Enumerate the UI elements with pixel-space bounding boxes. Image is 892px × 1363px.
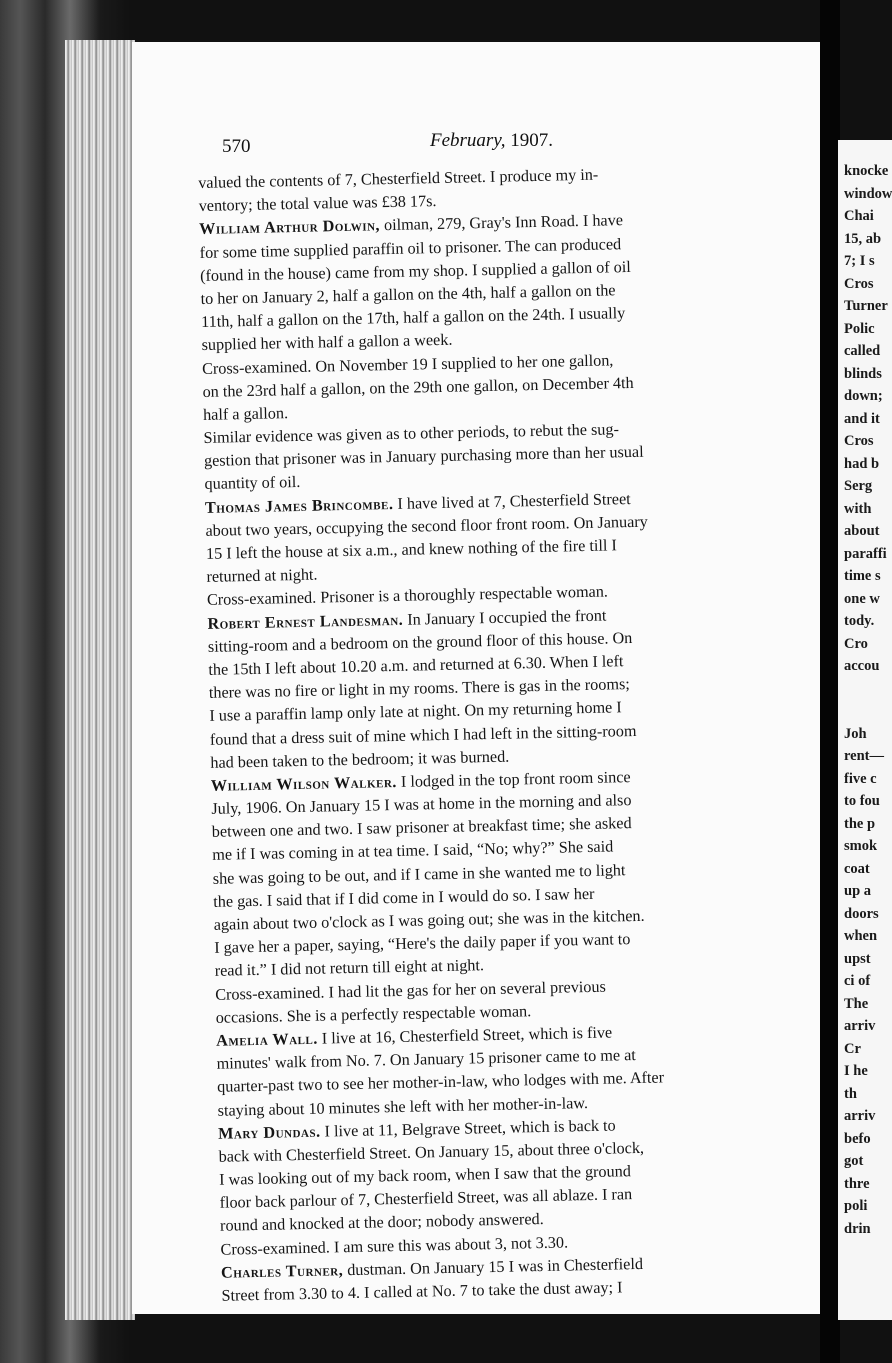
witness-name: William Arthur Dolwin, <box>199 216 381 239</box>
witness-statement: In January I occupied the front <box>407 606 607 629</box>
right-page-line: Polic <box>844 320 875 337</box>
text-line: I gave her a paper, saying, “Here's the daily paper if you want to <box>214 930 631 958</box>
text-line: on the 23rd half a gallon, on the 29th one gallon, on December 4th <box>202 373 634 401</box>
right-page-line: about <box>844 523 880 539</box>
witness-statement: dustman. On January 15 I was in Chesterfield <box>347 1254 644 1279</box>
right-page-line: knocke <box>844 163 889 179</box>
text-line: (found in the house) came from my shop. I supplied a gallon of oil <box>199 257 631 285</box>
text-line: Similar evidence was given as to other periods, to rebut the sug- <box>203 420 620 448</box>
text-line: I use a paraffin lamp only late at night. On my returning home I <box>209 698 622 726</box>
text-line: back with Chesterfield Street. On January 15, about three o'clock, <box>218 1138 645 1166</box>
witness-name: Thomas James Brincombe. <box>204 494 394 517</box>
text-line: returned at night. <box>206 565 318 587</box>
text-line: there was no fire or light in my rooms. There is gas in the rooms; <box>208 675 630 703</box>
text-line: gestion that prisoner was in January purchasing more than her usual <box>203 442 644 471</box>
right-page-line: five c <box>844 770 877 787</box>
text-line: ventory; the total value was £38 17s. <box>198 192 437 216</box>
right-page-line: poli <box>844 1198 868 1214</box>
text-line: round and knocked at the door; nobody answered. <box>219 1210 544 1236</box>
text-line: found that a dress suit of mine which I had left in the sitting-room <box>209 721 637 749</box>
right-page-line: Joh <box>844 725 867 742</box>
running-head-month: February, <box>430 130 506 151</box>
witness-statement: oilman, 279, Gray's Inn Road. I have <box>383 211 624 235</box>
text-line: to her on January 2, half a gallon on the 4th, half a gallon on the <box>200 281 616 308</box>
text-line: I was looking out of my back room, when I saw that the ground <box>218 1162 632 1189</box>
right-page-line: window <box>844 185 892 202</box>
witness-name: Charles Turner, <box>220 1261 344 1282</box>
text-line: the gas. I said that if I did come in I would do so. I saw her <box>213 884 595 911</box>
right-page-line: and it <box>844 410 880 427</box>
text-line: Cross-examined. Prisoner is a thoroughly respectable woman. <box>206 582 609 610</box>
right-page-line <box>844 678 892 701</box>
right-page-line: drin <box>844 1220 871 1237</box>
text-line: half a gallon. <box>202 404 289 424</box>
right-page-line: Chai <box>844 208 874 224</box>
witness-statement: I have lived at 7, Chesterfield Street <box>397 489 631 513</box>
right-page-line: coat <box>844 860 870 877</box>
right-page-line: Cros <box>844 275 874 292</box>
right-page-line: smok <box>844 838 878 854</box>
text-line: had been taken to the bedroom; it was burned. <box>210 747 510 772</box>
text-line: about two years, occupying the second floor front room. On January <box>205 512 648 540</box>
right-page-line: up a <box>844 883 872 899</box>
text-line: Cross-examined. I had lit the gas for her on several previous <box>215 977 606 1004</box>
text-line: Cross-examined. On November 19 I supplied to her one gallon, <box>201 350 614 378</box>
right-page-line: Turner <box>844 298 888 314</box>
right-page-line: time s <box>844 568 881 584</box>
right-page-line: I he <box>844 1063 868 1079</box>
page-number: 570 <box>222 136 251 157</box>
right-page-line: paraffi <box>844 545 887 562</box>
right-page-line: with <box>844 500 872 517</box>
right-page-line <box>844 700 892 723</box>
text-line: Street from 3.30 to 4. I called at No. 7 to take the dust away; I <box>221 1278 623 1305</box>
witness-name: Mary Dundas. <box>217 1122 321 1143</box>
text-line: Cross-examined. I am sure this was about 3, not 3.30. <box>220 1233 569 1259</box>
right-page-line: had b <box>844 455 880 472</box>
right-page-line: doors <box>844 905 879 922</box>
right-page-line: thre <box>844 1175 870 1192</box>
text-line: valued the contents of 7, Chesterfield Street. I produce my in- <box>198 165 599 192</box>
right-page-line: th <box>844 1085 857 1102</box>
text-line: quantity of oil. <box>204 473 301 494</box>
witness-statement: I live at 16, Chesterfield Street, which is five <box>321 1023 613 1048</box>
right-page-line: The <box>844 995 869 1012</box>
text-line: minutes' walk from No. 7. On January 15 prisoner came to me at <box>216 1046 636 1073</box>
text-line: 15 I left the house at six a.m., and knew nothing of the fire till I <box>205 536 617 563</box>
text-line: she was going to be out, and if I came in she wanted me to light <box>212 860 626 888</box>
right-page-line: the p <box>844 815 876 832</box>
right-page-line: Cr <box>844 1040 861 1057</box>
text-line: between one and two. I saw prisoner at breakfast time; she asked <box>211 814 632 842</box>
text-line: for some time supplied paraffin oil to prisoner. The can produced <box>199 234 622 262</box>
text-line: floor back parlour of 7, Chesterfield Street, was all ablaze. I ran <box>219 1185 633 1213</box>
text-line: staying about 10 minutes she left with her mother-in-law. <box>217 1093 589 1120</box>
right-page-line: arriv <box>844 1018 876 1034</box>
text-line: me if I was coming in at tea time. I said, “No; why?” She said <box>212 837 614 865</box>
right-page-line: blinds <box>844 365 882 382</box>
right-page-line: Cros <box>844 433 874 449</box>
right-page-line: when <box>844 928 878 944</box>
page-header <box>222 130 782 164</box>
text-line: again about two o'clock as I was going out; she was in the kitchen. <box>213 906 645 934</box>
text-line: supplied her with half a gallon a week. <box>201 331 453 355</box>
right-page-line: befo <box>844 1130 871 1147</box>
text-line: quarter-past two to see her mother-in-law, who lodges with me. After <box>216 1068 665 1097</box>
right-page-fragment <box>838 140 892 1320</box>
right-page-text <box>844 160 892 1240</box>
right-page-line: rent— <box>844 748 885 764</box>
witness-statement: I lodged in the top front room since <box>400 767 631 791</box>
right-page-line: got <box>844 1153 864 1169</box>
text-line: the 15th I left about 10.20 a.m. and returned at 6.30. When I left <box>208 652 624 679</box>
right-page-line: Cro <box>844 635 868 652</box>
right-page-line: 15, ab <box>844 230 882 247</box>
witness-name: Amelia Wall. <box>216 1029 318 1050</box>
running-head <box>430 130 553 152</box>
text-line: 11th, half a gallon on the 17th, half a gallon on the 24th. I usually <box>200 304 626 332</box>
right-page-line: one w <box>844 590 880 607</box>
running-head-year: 1907. <box>510 130 553 151</box>
right-page-line: called <box>844 343 881 359</box>
text-line: July, 1906. On January 15 I was at home in the morning and also <box>211 791 632 818</box>
right-page-line: to fou <box>844 793 880 809</box>
right-page-line: ci of <box>844 973 871 989</box>
right-page-line: Serg <box>844 478 873 494</box>
text-line: read it.” I did not return till eight at night. <box>214 956 485 981</box>
book-binding-edge <box>65 40 135 1320</box>
witness-name: William Wilson Walker. <box>210 772 398 795</box>
right-page-line: accou <box>844 658 880 674</box>
right-page-line: down; <box>844 388 883 404</box>
witness-name: Robert Ernest Landesman. <box>207 610 404 633</box>
text-line: occasions. She is a perfectly respectable woman. <box>215 1001 532 1027</box>
right-page-line: arriv <box>844 1108 876 1124</box>
text-line: sitting-room and a bedroom on the ground floor of this house. On <box>207 628 633 656</box>
right-page-line: upst <box>844 950 871 967</box>
right-page-line: tody. <box>844 613 875 629</box>
body-text <box>198 160 818 1308</box>
right-page-line: 7; I s <box>844 253 875 269</box>
witness-statement: I live at 11, Belgrave Street, which is back to <box>324 1116 616 1141</box>
page-gutter <box>820 0 840 1363</box>
